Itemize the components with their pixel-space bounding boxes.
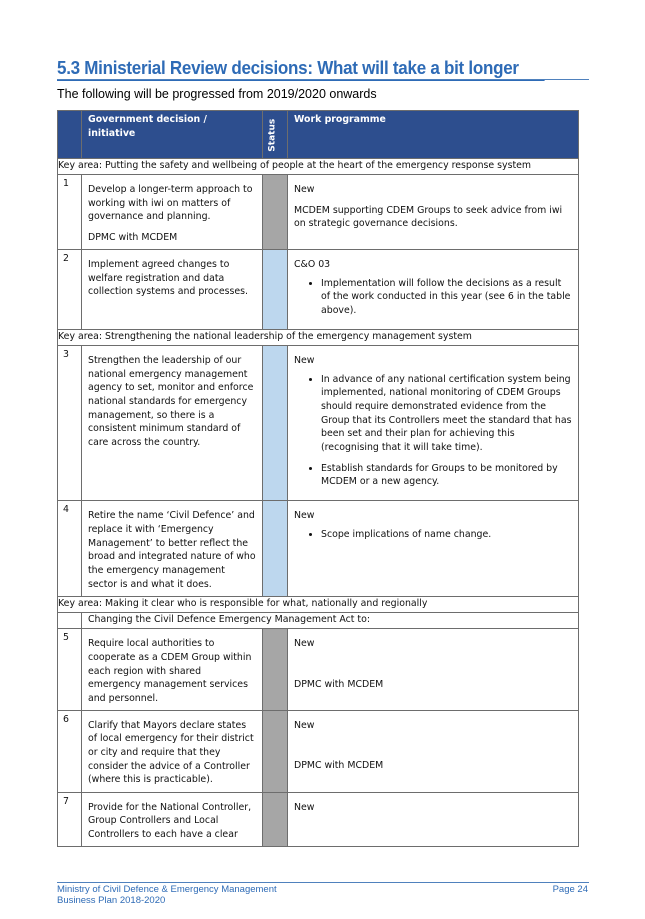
footer-doc: Business Plan 2018-2020 — [57, 895, 166, 906]
row-work — [288, 175, 579, 250]
section-heading: 5.3 Ministerial Review decisions: What will take a bit longer — [57, 55, 545, 81]
decision-text: Implement agreed changes to welfare registration and data collection systems and processes. — [88, 259, 248, 298]
work-bullet: • Implementation will follow the decisions as a result of the work conducted in this year (see 6 in the table above). — [321, 277, 572, 318]
table-row — [58, 629, 579, 711]
heading-rule — [57, 79, 589, 80]
row-status — [263, 629, 288, 711]
row-number: 7 — [58, 792, 82, 846]
row-status — [263, 175, 288, 250]
header-status-cell — [263, 111, 288, 159]
key-area-label: Key area: Making it clear who is responsible for what, nationally and regionally — [58, 597, 579, 613]
footer-rule — [57, 882, 589, 883]
row-status — [263, 792, 288, 846]
row-status — [263, 250, 288, 330]
decision-note: DPMC with MCDEM — [88, 232, 178, 244]
row-status — [263, 501, 288, 597]
footer-org: Ministry of Civil Defence & Emergency Management — [57, 884, 277, 895]
work-bullet: • Establish standards for Groups to be monitored by MCDEM or a new agency. — [321, 462, 572, 489]
row-decision — [82, 710, 263, 792]
table-row — [58, 710, 579, 792]
work-bullets — [294, 373, 572, 490]
row-number: 5 — [58, 629, 82, 711]
row-work — [288, 501, 579, 597]
decision-text: Provide for the National Controller, Group Controllers and Local Controllers to each have a clear — [88, 801, 252, 841]
work-text: MCDEM supporting CDEM Groups to seek advice from iwi on strategic governance decisions. — [294, 204, 563, 230]
header-number-cell — [58, 111, 82, 159]
row-status — [263, 710, 288, 792]
section-subtitle: The following will be progressed from 2019/2020 onwards — [57, 87, 377, 101]
key-area-row — [58, 159, 579, 175]
work-bullet: • In advance of any national certification system being implemented, national monitoring of CDEM Groups should require demonstrated evidence from the Group that its Controllers meet the standard that has been set and their plan for achieving this (recognising that it will take time). — [321, 373, 572, 455]
work-label: New — [294, 354, 315, 366]
work-note: DPMC with MCDEM — [294, 678, 384, 690]
row-status — [263, 345, 288, 500]
row-decision — [82, 175, 263, 250]
row-number: 3 — [58, 345, 82, 500]
key-area-label: Key area: Strengthening the national leadership of the emergency management system — [58, 329, 579, 345]
header-work-programme: Work programme — [288, 111, 579, 159]
work-note: DPMC with MCDEM — [294, 760, 384, 772]
row-decision — [82, 792, 263, 846]
header-status: Status — [267, 119, 278, 152]
table-row — [58, 792, 579, 846]
page-number: Page 24 — [552, 884, 588, 895]
table-row — [58, 501, 579, 597]
footer-left — [57, 884, 277, 906]
row-number: 1 — [58, 175, 82, 250]
decision-text: Strengthen the leadership of our national emergency management agency to set, monitor and enforce national standards for emergency management, so there is a consistent minimum standard of care across the country. — [88, 354, 254, 449]
work-label: C&O 03 — [294, 259, 331, 270]
decision-text: Clarify that Mayors declare states of local emergency for their district or city and require that they consider the advice of a Controller (where this is practicable). — [88, 719, 254, 786]
key-area-label: Key area: Putting the safety and wellbeing of people at the heart of the emergency response system — [58, 159, 579, 175]
work-bullet: • Scope implications of name change. — [321, 528, 572, 542]
work-label: New — [294, 184, 315, 195]
row-work — [288, 710, 579, 792]
key-area-row — [58, 597, 579, 613]
row-decision — [82, 501, 263, 597]
key-area-row — [58, 329, 579, 345]
row-work — [288, 345, 579, 500]
decision-text: Develop a longer-term approach to working with iwi on matters of governance and planning. — [88, 184, 253, 223]
header-decision: Government decision / initiative — [82, 111, 263, 159]
work-label: New — [294, 510, 315, 522]
act-note-row — [58, 613, 579, 629]
row-work — [288, 792, 579, 846]
row-number: 6 — [58, 710, 82, 792]
row-decision — [82, 250, 263, 330]
work-bullets — [294, 277, 572, 318]
decisions-table — [57, 110, 579, 847]
work-label: New — [294, 638, 315, 650]
work-label: New — [294, 719, 315, 731]
act-note-number-cell — [58, 613, 82, 629]
decision-text: Require local authorities to cooperate as a CDEM Group within each region with shared emergency management services and personnel. — [88, 638, 252, 704]
work-label: New — [294, 801, 315, 813]
decision-text: Retire the name ‘Civil Defence’ and replace it with ‘Emergency Management’ to better reflect the broad and integrated nature of who the emergency management sector is and what it does. — [88, 510, 256, 590]
table-row — [58, 175, 579, 250]
row-work — [288, 250, 579, 330]
table-header-row — [58, 111, 579, 159]
row-number: 4 — [58, 501, 82, 597]
work-bullets — [294, 528, 572, 542]
row-number: 2 — [58, 250, 82, 330]
row-decision — [82, 345, 263, 500]
table-row — [58, 250, 579, 330]
row-decision — [82, 629, 263, 711]
act-note: Changing the Civil Defence Emergency Management Act to: — [82, 613, 579, 629]
table-row — [58, 345, 579, 500]
row-work — [288, 629, 579, 711]
